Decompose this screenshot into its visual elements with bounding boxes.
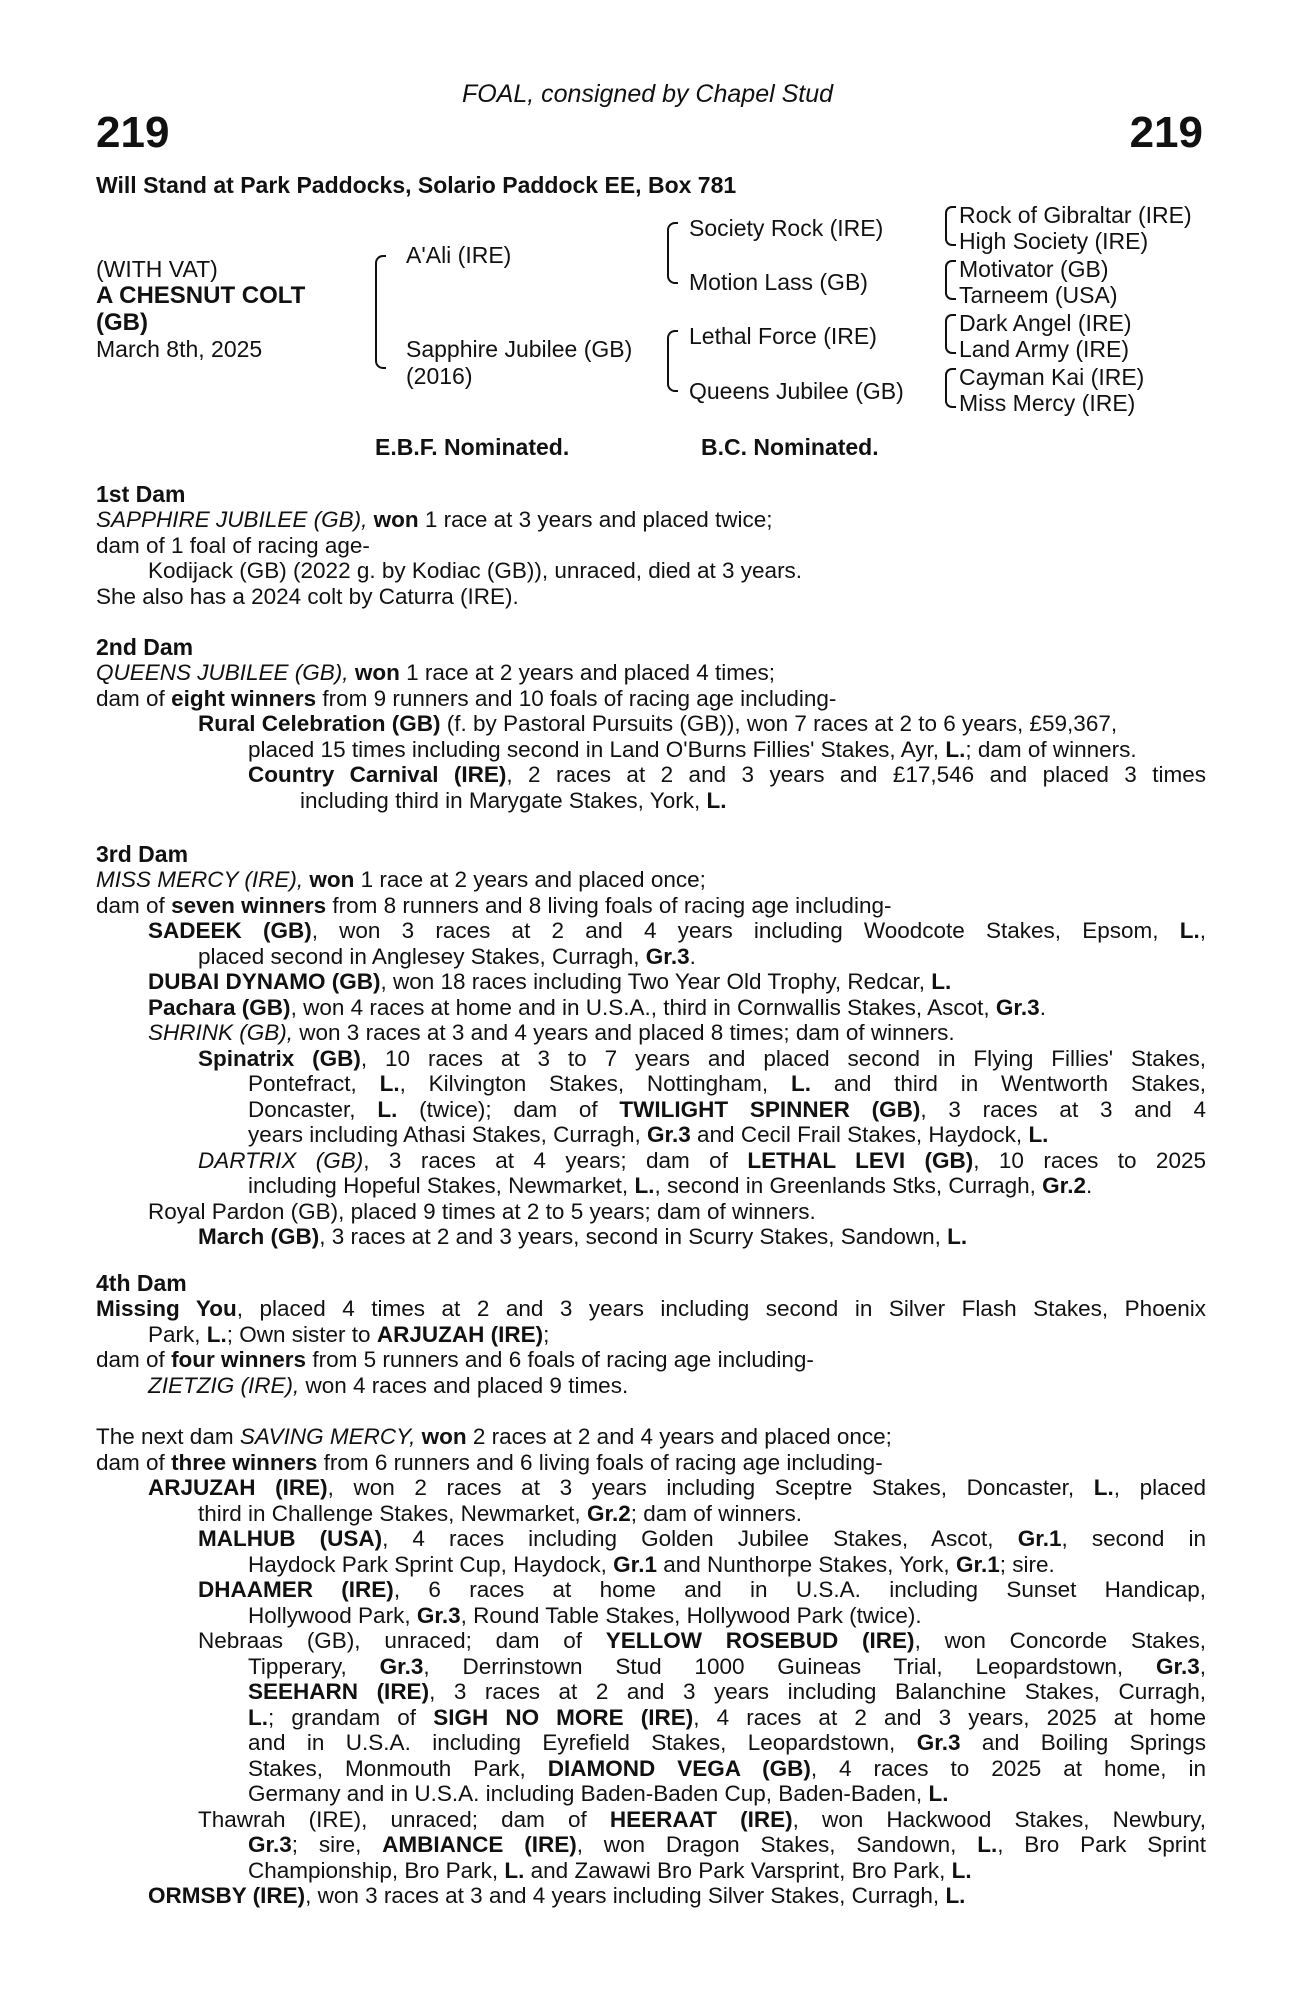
list-item: DARTRIX (GB), 3 races at 4 years; dam of LETHAL LEVI (GB), 10 races to 2025 xyxy=(198,1147,1206,1173)
first-dam-record: SAPPHIRE JUBILEE (GB), won 1 race at 3 years and placed twice; xyxy=(96,507,773,532)
fourth-dam-heading: 4th Dam xyxy=(96,1270,187,1296)
list-item: placed 15 times including second in Land O'Burns Fillies' Stakes, Ayr, L.; dam of winners. xyxy=(248,736,1137,762)
list-item: Royal Pardon (GB), placed 9 times at 2 to 5 years; dam of winners. xyxy=(148,1198,816,1224)
lot-name: A CHESNUT COLT xyxy=(96,282,306,309)
list-item: ZIETZIG (IRE), won 4 races and placed 9 times. xyxy=(148,1372,629,1398)
list-item: SHRINK (GB), won 3 races at 3 and 4 years and placed 8 times; dam of winners. xyxy=(148,1020,955,1045)
second-dam-section xyxy=(96,635,1206,813)
first-dam-heading: 1st Dam xyxy=(96,481,186,507)
pedigree-brace-main xyxy=(375,255,386,369)
pedigree-g8: Miss Mercy (IRE) xyxy=(959,390,1136,416)
bc-nomination: B.C. Nominated. xyxy=(701,434,879,460)
pedigree-brace-g4 xyxy=(945,368,956,408)
fourth-dam-produce: dam of four winners from 5 runners and 6 foals of racing age including- xyxy=(96,1347,814,1372)
consignor-line: FOAL, consigned by Chapel Stud xyxy=(461,80,834,108)
second-dam-record: QUEENS JUBILEE (GB), won 1 race at 2 years and placed 4 times; xyxy=(96,660,776,685)
fourth-dam-section xyxy=(96,1271,1206,1398)
third-dam-record: MISS MERCY (IRE), won 1 race at 2 years and placed once; xyxy=(96,867,706,892)
second-dam-produce: dam of eight winners from 9 runners and 10 foals of racing age including- xyxy=(96,685,837,711)
ebf-nomination: E.B.F. Nominated. xyxy=(375,434,570,460)
fourth-dam-record: Missing You, placed 4 times at 2 and 3 years including second in Silver Flash Stakes, Phoenix xyxy=(96,1296,1206,1321)
pedigree-dam: Sapphire Jubilee (GB) xyxy=(406,336,633,362)
third-dam-produce: dam of seven winners from 8 runners and 8 living foals of racing age including- xyxy=(96,892,892,918)
list-item: SADEEK (GB), won 3 races at 2 and 4 years including Woodcote Stakes, Epsom, L., xyxy=(148,918,1206,943)
first-dam-section xyxy=(96,482,1206,609)
list-item: Nebraas (GB), unraced; dam of YELLOW ROSEBUD (IRE), won Concorde Stakes, xyxy=(198,1628,1206,1653)
pedigree-dam-dam: Queens Jubilee (GB) xyxy=(689,378,904,404)
first-dam-note: She also has a 2024 colt by Caturra (IRE). xyxy=(96,583,519,609)
pedigree-g3: Motivator (GB) xyxy=(959,256,1109,282)
list-item: and in U.S.A. including Eyrefield Stakes, Leopardstown, Gr.3 and Boiling Springs xyxy=(248,1730,1206,1755)
third-dam-section xyxy=(96,842,1206,1250)
stabling-location: Will Stand at Park Paddocks, Solario Paddock EE, Box 781 xyxy=(96,172,737,198)
list-item: Germany and in U.S.A. including Baden-Baden Cup, Baden-Baden, L. xyxy=(248,1781,949,1806)
pedigree-dam-year: (2016) xyxy=(406,363,473,389)
list-item: Championship, Bro Park, L. and Zawawi Bro Park Varsprint, Bro Park, L. xyxy=(248,1857,972,1883)
pedigree-g2: High Society (IRE) xyxy=(959,228,1149,254)
list-item: Haydock Park Sprint Cup, Haydock, Gr.1 and Nunthorpe Stakes, York, Gr.1; sire. xyxy=(248,1551,1055,1577)
list-item: ARJUZAH (IRE), won 2 races at 3 years including Sceptre Stakes, Doncaster, L., placed xyxy=(148,1475,1206,1500)
second-dam-heading: 2nd Dam xyxy=(96,634,194,660)
list-item: Doncaster, L. (twice); dam of TWILIGHT SPINNER (GB), 3 races at 3 and 4 xyxy=(248,1096,1207,1122)
next-dam-record: The next dam SAVING MERCY, won 2 races at 2 and 4 years and placed once; xyxy=(96,1424,892,1449)
pedigree-brace-dam xyxy=(667,330,678,392)
list-item: ORMSBY (IRE), won 3 races at 3 and 4 years including Silver Stakes, Curragh, L. xyxy=(148,1883,966,1908)
pedigree-g4: Tarneem (USA) xyxy=(959,282,1118,308)
next-dam-section xyxy=(96,1424,1206,1909)
third-dam-heading: 3rd Dam xyxy=(96,841,189,867)
list-item: Pontefract, L., Kilvington Stakes, Nottingham, L. and third in Wentworth Stakes, xyxy=(248,1071,1206,1096)
pedigree-brace-g2 xyxy=(945,260,956,300)
pedigree-g1: Rock of Gibraltar (IRE) xyxy=(959,202,1192,228)
pedigree-brace-sire xyxy=(667,222,678,284)
list-item: SEEHARN (IRE), 3 races at 2 and 3 years including Balanchine Stakes, Curragh, xyxy=(248,1679,1206,1704)
list-item: including Hopeful Stakes, Newmarket, L., second in Greenlands Stks, Curragh, Gr.2. xyxy=(248,1173,1093,1198)
lot-name-origin: (GB) xyxy=(96,309,148,336)
list-item: Thawrah (IRE), unraced; dam of HEERAAT (IRE), won Hackwood Stakes, Newbury, xyxy=(198,1806,1206,1832)
list-item: Tipperary, Gr.3, Derrinstown Stud 1000 Guineas Trial, Leopardstown, Gr.3, xyxy=(248,1653,1206,1679)
list-item: placed second in Anglesey Stakes, Curragh, Gr.3. xyxy=(198,943,696,969)
fourth-dam-record-cont: Park, L.; Own sister to ARJUZAH (IRE); xyxy=(148,1321,550,1347)
list-item: DHAAMER (IRE), 6 races at home and in U.S.A. including Sunset Handicap, xyxy=(198,1577,1207,1602)
list-item: Gr.3; sire, AMBIANCE (IRE), won Dragon Stakes, Sandown, L., Bro Park Sprint xyxy=(248,1832,1206,1857)
list-item: Rural Celebration (GB) (f. by Pastoral Pursuits (GB)), won 7 races at 2 to 6 years, £59,367, xyxy=(198,711,1118,736)
pedigree-brace-g3 xyxy=(945,314,956,354)
pedigree-g6: Land Army (IRE) xyxy=(959,336,1129,362)
pedigree-dam-sire: Lethal Force (IRE) xyxy=(689,323,877,349)
list-item: Hollywood Park, Gr.3, Round Table Stakes, Hollywood Park (twice). xyxy=(248,1602,922,1628)
list-item: L.; grandam of SIGH NO MORE (IRE), 4 races at 2 and 3 years, 2025 at home xyxy=(248,1704,1206,1730)
list-item: including third in Marygate Stakes, York, L. xyxy=(300,787,727,813)
first-dam-foal: Kodijack (GB) (2022 g. by Kodiac (GB)), unraced, died at 3 years. xyxy=(148,558,803,583)
list-item: Stakes, Monmouth Park, DIAMOND VEGA (GB), 4 races to 2025 at home, in xyxy=(248,1755,1206,1781)
vat-note: (WITH VAT) xyxy=(96,256,218,282)
lot-number-left: 219 xyxy=(96,108,170,157)
list-item: Pachara (GB), won 4 races at home and in U.S.A., third in Cornwallis Stakes, Ascot, Gr.3. xyxy=(148,994,1046,1020)
list-item: DUBAI DYNAMO (GB), won 18 races including Two Year Old Trophy, Redcar, L. xyxy=(148,969,952,994)
foaling-date: March 8th, 2025 xyxy=(96,336,263,362)
list-item: Country Carnival (IRE), 2 races at 2 and 3 years and £17,546 and placed 3 times xyxy=(248,762,1206,787)
first-dam-produce: dam of 1 foal of racing age- xyxy=(96,532,370,558)
list-item: third in Challenge Stakes, Newmarket, Gr.2; dam of winners. xyxy=(198,1500,803,1526)
next-dam-produce: dam of three winners from 6 runners and 6 living foals of racing age including- xyxy=(96,1449,883,1475)
list-item: MALHUB (USA), 4 races including Golden Jubilee Stakes, Ascot, Gr.1, second in xyxy=(198,1526,1206,1551)
pedigree-brace-g1 xyxy=(945,206,956,246)
pedigree-g5: Dark Angel (IRE) xyxy=(959,310,1132,336)
pedigree-g7: Cayman Kai (IRE) xyxy=(959,364,1145,390)
pedigree-sire-dam: Motion Lass (GB) xyxy=(689,269,868,295)
lot-number-right: 219 xyxy=(1129,108,1203,157)
pedigree-sire: A'Ali (IRE) xyxy=(406,242,512,268)
list-item: years including Athasi Stakes, Curragh, Gr.3 and Cecil Frail Stakes, Haydock, L. xyxy=(248,1122,1049,1147)
pedigree-sire-sire: Society Rock (IRE) xyxy=(689,215,884,241)
list-item: March (GB), 3 races at 2 and 3 years, second in Scurry Stakes, Sandown, L. xyxy=(198,1224,968,1249)
list-item: Spinatrix (GB), 10 races at 3 to 7 years and placed second in Flying Fillies' Stakes, xyxy=(198,1045,1206,1071)
